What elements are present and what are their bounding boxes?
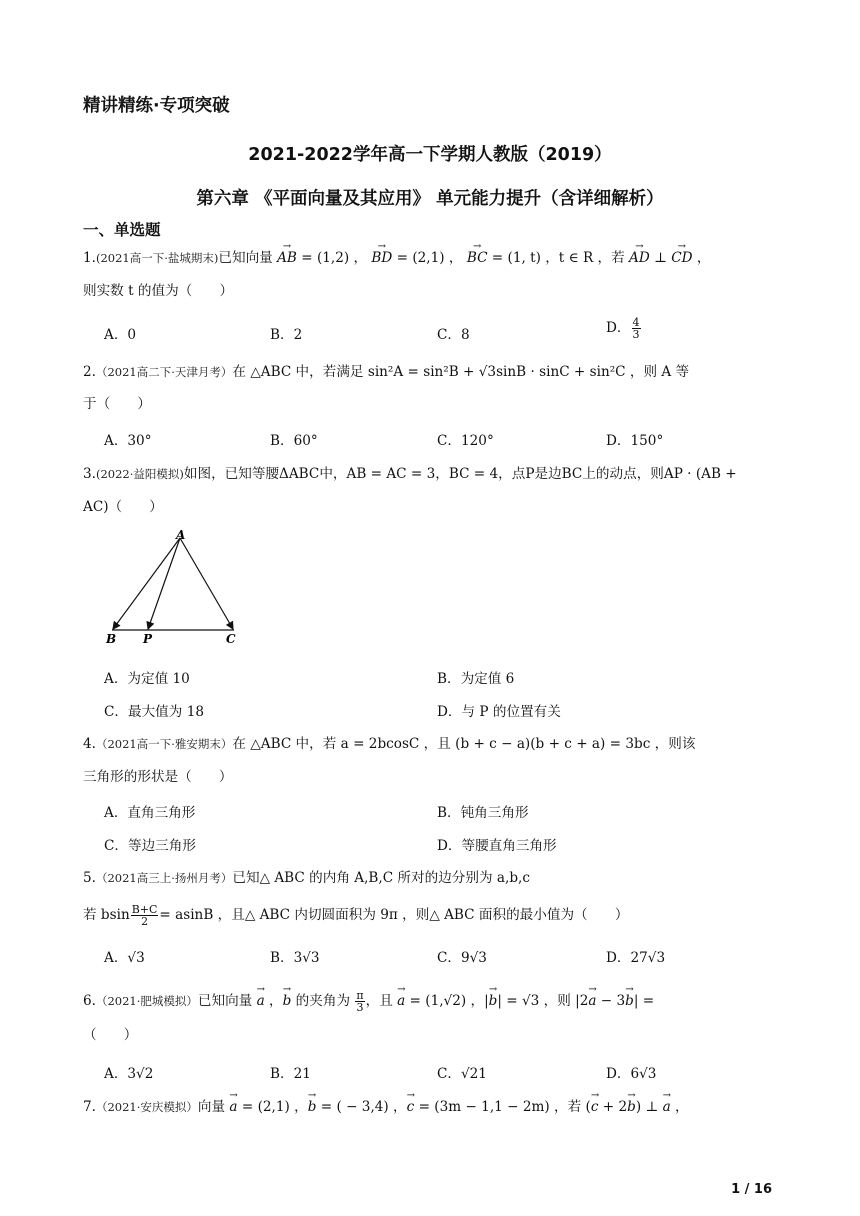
triangle-figure [98,526,248,646]
vector-value: = (2,1) ， [392,250,463,266]
question-text: 向量 [197,1099,230,1115]
option-c: C．最大值为 18 [104,704,204,720]
fraction-denominator: 3 [632,328,640,341]
label-b: B [106,632,117,646]
question-4 [83,734,778,754]
label-a: A [176,528,186,542]
vector-ap-arrow [148,538,180,629]
question-5-line2 [83,904,778,927]
option-d: D．150° [606,433,664,449]
fraction-numerator: 4 [632,316,640,329]
option-d [606,316,642,340]
question-text: 已知向量 [197,993,257,1009]
question-number: 1. [83,250,96,266]
question-source: （2021高一下·雅安期末） [95,737,233,751]
fraction [355,990,364,1013]
option-d: D．等腰直角三角形 [437,838,557,854]
vector-value: = (1,2) ， [296,250,368,266]
vector-a: → a [397,991,405,1011]
question-2-line2: 于（ ） [83,396,151,412]
question-source: （2021高二下·天津月考） [95,365,233,379]
question-source: (2022·益阳模拟) [95,467,184,481]
vector-b: → b [308,1097,317,1117]
option-a: A．30° [104,433,152,449]
question-number: 2. [83,364,96,380]
question-source: （2021·肥城模拟） [95,994,198,1008]
question-number: 6. [83,993,96,1009]
option-a: A．直角三角形 [104,805,196,821]
vector-value: = (1, t) ，t ∈ R ，若 [487,250,630,266]
vector-ab-arrow [113,538,180,629]
question-1-line2: 则实数 t 的值为（ ） [83,283,234,299]
option-d: D．与 P 的位置有关 [437,704,561,720]
brand-title: 精讲精练·专项突破 [83,96,230,116]
question-6-line2: （ ） [83,1027,138,1043]
option-b: B．60° [270,433,318,449]
punctuation: ， [692,250,711,266]
question-1 [83,248,778,268]
page-number: 1 / 16 [731,1182,772,1197]
vector-a: → a [663,1097,671,1117]
question-text: 的夹角为 [291,993,355,1009]
label-p: P [143,632,153,646]
option-c: C．9√3 [437,950,487,966]
document-title-line1: 2021-2022学年高一下学期人教版（2019） [248,145,612,165]
question-text: ) ⊥ [635,1099,663,1115]
option-b: B．钝角三角形 [437,805,529,821]
question-6 [83,990,778,1013]
question-text: + 2 [598,1099,628,1115]
question-source: （2021高三上·扬州月考） [95,871,233,885]
option-b: B．21 [270,1066,311,1082]
vector-a: → a [588,991,596,1011]
question-3-line2: AC)（ ） [83,499,163,515]
question-source: （2021·安庆模拟） [95,1100,198,1114]
question-text: − 3 [596,993,626,1009]
abs-bar: | [484,993,489,1009]
question-text: 若 bsin [83,907,130,923]
option-c: C．等边三角形 [104,838,196,854]
question-5 [83,868,778,888]
option-a: A．√3 [104,950,145,966]
vector-bc: → BC [467,248,488,268]
option-label: D． [606,320,631,336]
question-text: | = √3 ，则 |2 [497,993,589,1009]
fraction-numerator: π [356,989,364,1002]
vector-ac-arrow [180,538,233,629]
vector-ab: → AB [277,248,297,268]
option-a: A．0 [104,327,137,343]
question-number: 4. [83,736,96,752]
section-heading: 一、单选题 [83,221,161,239]
question-2 [83,362,778,382]
question-text: 如图，已知等腰ΔABC中，AB = AC = 3，BC = 4，点P是边BC上的动点，则AP · (AB + [183,466,737,482]
question-7 [83,1097,778,1117]
vector-value: = ( − 3,4) ， [316,1099,407,1115]
vector-c: → c [591,1097,599,1117]
question-text: = asinB ，且△ ABC 内切圆面积为 9π ，则△ ABC 面积的最小值为（ ） [159,907,629,923]
question-3 [83,464,778,484]
option-d: D．27√3 [606,950,666,966]
punctuation: ， [670,1099,689,1115]
option-d: D．6√3 [606,1066,657,1082]
vector-b: → b [283,991,292,1011]
punctuation: ， [264,993,283,1009]
vector-a: → a [257,991,265,1011]
fraction [131,904,159,927]
question-4-line2: 三角形的形状是（ ） [83,769,233,785]
question-text: 已知向量 [218,250,273,266]
fraction-denominator: 3 [356,1001,364,1014]
option-a: A．3√2 [104,1066,154,1082]
perp-symbol: ⊥ [649,250,672,266]
question-number: 7. [83,1099,96,1115]
question-text: 在 △ABC 中，若满足 sin²A = sin²B + √3sinB · sinC + sin²C ，则 A 等 [232,364,690,380]
question-number: 5. [83,870,96,886]
question-text: 已知△ ABC 的内角 A,B,C 所对的边分别为 a,b,c [232,870,530,886]
option-b: B．3√3 [270,950,320,966]
fraction-numerator: B+C [131,903,158,916]
question-text: | = [633,993,655,1009]
vector-c: → c [407,1097,415,1117]
option-b: B．2 [270,327,303,343]
vector-value: = (2,1) ， [237,1099,308,1115]
document-title-line2: 第六章 《平面向量及其应用》 单元能力提升（含详细解析） [196,189,664,209]
vector-value: = (3m − 1,1 − 2m) ，若 ( [414,1099,591,1115]
option-c: C．8 [437,327,470,343]
fraction-denominator: 2 [141,915,149,928]
option-b: B．为定值 6 [437,671,515,687]
option-a: A．为定值 10 [104,671,190,687]
vector-a: → a [229,1097,237,1117]
fraction [632,317,641,340]
question-text: ，且 [365,993,398,1009]
vector-b: → b [625,991,634,1011]
vector-b: → b [627,1097,636,1117]
question-number: 3. [83,466,96,482]
question-text: = (1,√2) ， [405,993,485,1009]
vector-b: → b [489,991,498,1011]
question-text: 在 △ABC 中，若 a = 2bcosC ，且 (b + c − a)(b + c + a) = 3bc ，则该 [232,736,696,752]
question-source: (2021高一下·盐城期末) [95,251,219,265]
vector-ad: → AD [629,248,650,268]
option-c: C．√21 [437,1066,487,1082]
option-c: C．120° [437,433,494,449]
vector-cd: → CD [671,248,692,268]
label-c: C [226,632,236,646]
vector-bd: → BD [371,248,392,268]
